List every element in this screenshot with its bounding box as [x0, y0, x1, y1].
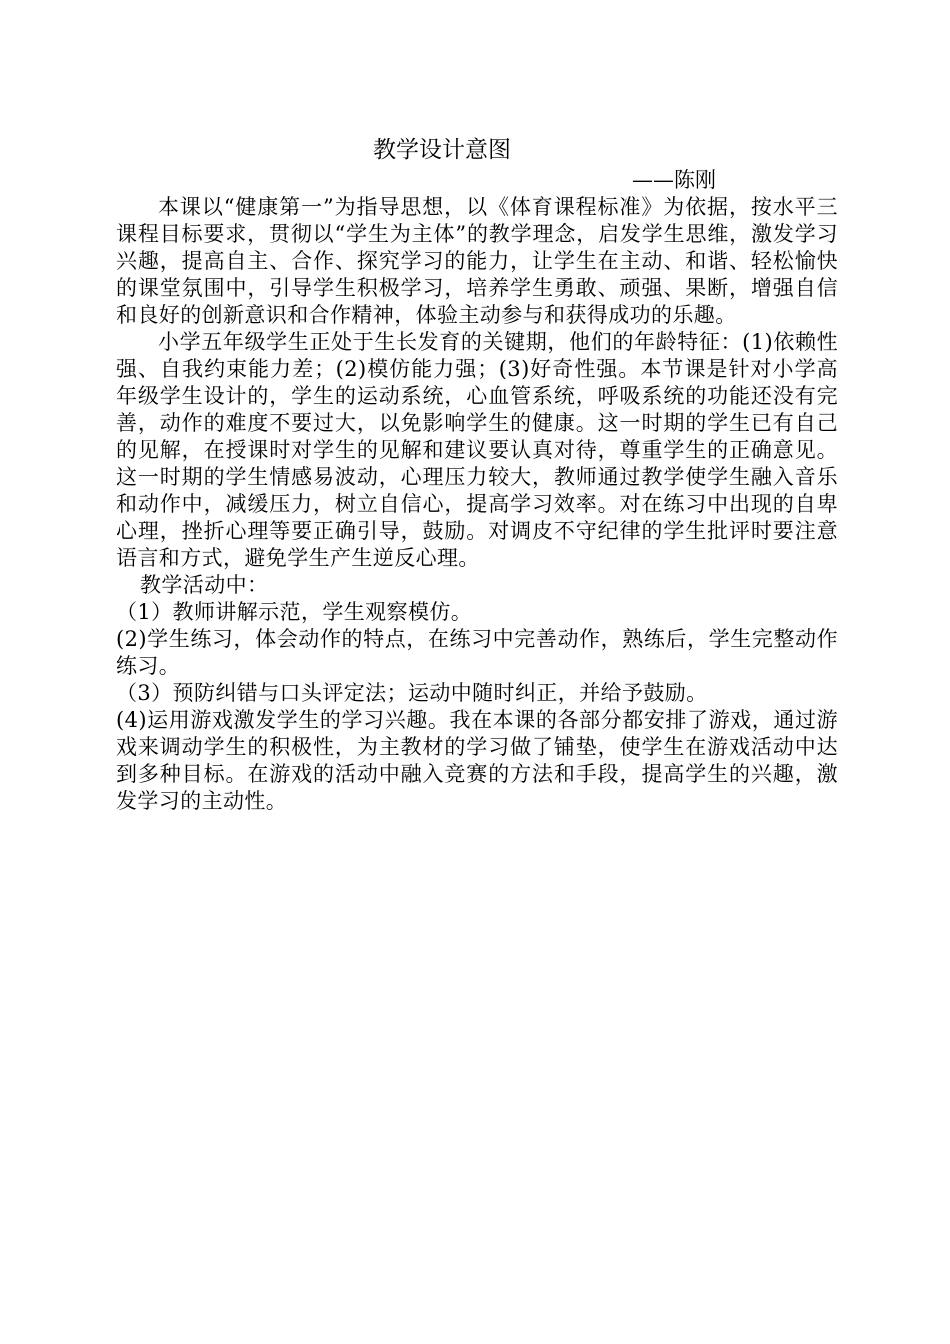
document-body	[116, 134, 838, 815]
activity-item-3: （3）预防纠错与口头评定法；运动中随时纠正，并给予鼓励。	[116, 681, 708, 705]
activity-item-1: （1）教师讲解示范，学生观察模仿。	[116, 600, 473, 624]
document-author: ——陈刚	[632, 168, 716, 192]
document-title: 教学设计意图	[373, 137, 511, 163]
paragraph-intro: 本课以“健康第一”为指导思想，以《体育课程标准》为依据，按水平三课程目标要求，贯彻以“学生为主体”的教学理念，启发学生思维，激发学习兴趣，提高自主、合作、探究学习的能力，让学生在主动、和谐、轻松愉快的课堂氛围中，引导学生积极学习，培养学生勇敢、顽强、果断，增强自信和良好的创新意识和合作精神，体验主动参与和获得成功的乐趣。	[116, 195, 838, 327]
activities-heading: 教学活动中：	[140, 573, 269, 597]
activity-item-4: (4)运用游戏激发学生的学习兴趣。我在本课的各部分都安排了游戏，通过游戏来调动学生的积极性，为主教材的学习做了铺垫，使学生在游戏活动中达到多种目标。在游戏的活动中融入竞赛的方法和手段，提高学生的兴趣，激发学习的主动性。	[116, 708, 838, 813]
activity-item-2: (2)学生练习，体会动作的特点，在练习中完善动作，熟练后，学生完整动作练习。	[116, 627, 838, 678]
paragraph-student-analysis: 小学五年级学生正处于生长发育的关键期，他们的年龄特征：(1)依赖性强、自我约束能力差；(2)模仿能力强；(3)好奇性强。本节课是针对小学高年级学生设计的，学生的运动系统，心血管系统，呼吸系统的功能还没有完善，动作的难度不要过大，以免影响学生的健康。这一时期的学生已有自己的见解，在授课时对学生的见解和建议要认真对待，尊重学生的正确意见。这一时期的学生情感易波动，心理压力较大，教师通过教学使学生融入音乐和动作中，减缓压力，树立自信心，提高学习效率。对在练习中出现的自卑心理，挫折心理等要正确引导，鼓励。对调皮不守纪律的学生批评时要注意语言和方式，避免学生产生逆反心理。	[116, 330, 838, 570]
